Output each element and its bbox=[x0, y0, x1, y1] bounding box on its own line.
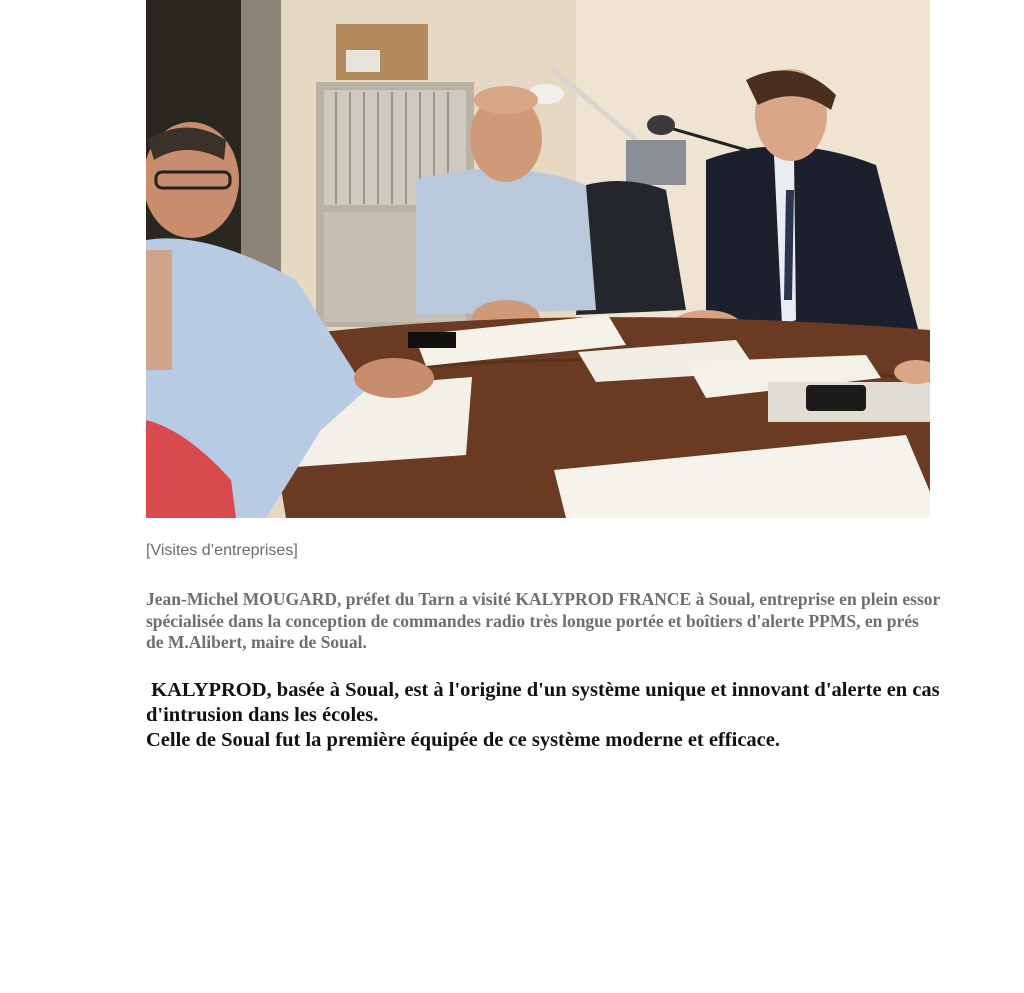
category-tag: [Visites d’entreprises] bbox=[146, 542, 298, 559]
photo-caption bbox=[146, 589, 1024, 654]
body-line: d'intrusion dans les écoles. bbox=[146, 704, 379, 726]
meeting-photo bbox=[146, 0, 930, 518]
caption-line: spécialisée dans la conception de commandes radio très longue portée et boîtiers d'alerte PPMS, en prés bbox=[146, 610, 919, 631]
body-line: Celle de Soual fut la première équipée de ce système moderne et efficace. bbox=[146, 729, 780, 751]
article-body bbox=[146, 678, 1024, 753]
body-line: KALYPROD, basée à Soual, est à l'origine d'un système unique et innovant d'alerte en cas bbox=[146, 679, 940, 701]
caption-line: de M.Alibert, maire de Soual. bbox=[146, 632, 367, 652]
caption-line: Jean-Michel MOUGARD, préfet du Tarn a visité KALYPROD FRANCE à Soual, entreprise en plein essor bbox=[146, 589, 941, 609]
